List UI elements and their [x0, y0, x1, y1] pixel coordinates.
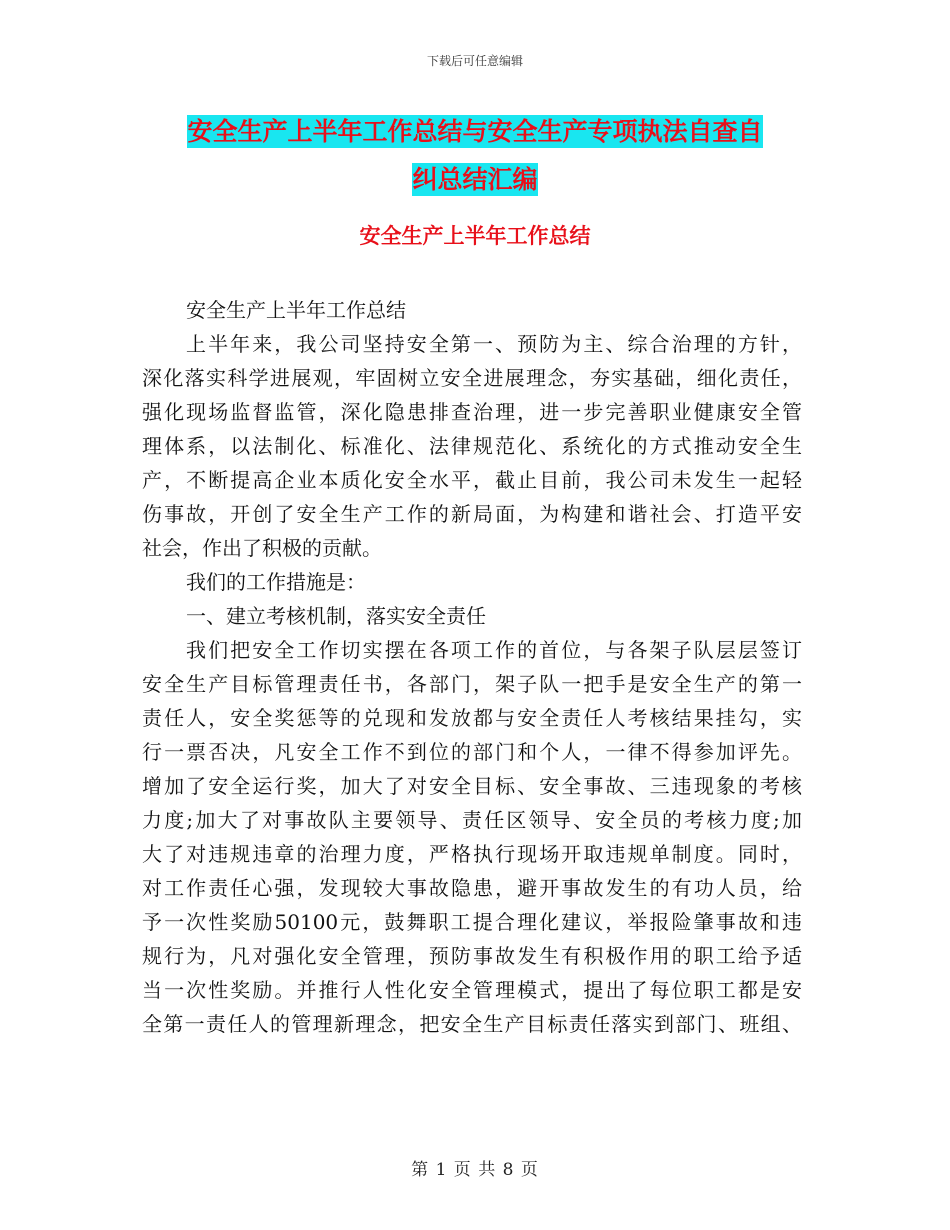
title-line-2: 纠总结汇编 [412, 165, 538, 194]
paragraph-line: 产，不断提高企业本质化安全水平，截止目前，我公司未发生一起轻 [142, 468, 802, 492]
paragraph-line: 我们的工作措施是： [186, 570, 366, 594]
document-body [142, 293, 802, 1041]
document-title [140, 108, 810, 204]
paragraph-line: 社会，作出了积极的贡献。 [142, 536, 382, 560]
paragraph-line: 行一票否决，凡安全工作不到位的部门和个人，一律不得参加评先。 [142, 740, 802, 764]
paragraph-line: 当一次性奖励。并推行人性化安全管理模式，提出了每位职工都是安 [142, 978, 802, 1002]
paragraph-line: 理体系，以法制化、标准化、法律规范化、系统化的方式推动安全生 [142, 434, 802, 458]
paragraph-line: 强化现场监督监管，深化隐患排查治理，进一步完善职业健康安全管 [142, 400, 802, 424]
paragraph-line: 深化落实科学进展观，牢固树立安全进展理念，夯实基础，细化责任， [142, 366, 802, 390]
paragraph-line: 上半年来，我公司坚持安全第一、预防为主、综合治理的方针， [186, 332, 802, 356]
paragraph-line: 我们把安全工作切实摆在各项工作的首位，与各架子队层层签订 [186, 638, 802, 662]
paragraph-line: 规行为，凡对强化安全管理，预防事故发生有积极作用的职工给予适 [142, 944, 802, 968]
section-title: 安全生产上半年工作总结 [359, 224, 591, 248]
paragraph-line: 力度;加大了对事故队主要领导、责任区领导、安全员的考核力度;加 [142, 808, 802, 832]
paragraph-line: 安全生产上半年工作总结 [186, 298, 406, 322]
paragraph-line: 责任人，安全奖惩等的兑现和发放都与安全责任人考核结果挂勾，实 [142, 706, 802, 730]
paragraph-line: 一、建立考核机制，落实安全责任 [186, 604, 486, 628]
paragraph-line: 安全生产目标管理责任书，各部门，架子队一把手是安全生产的第一 [142, 672, 802, 696]
title-line-1: 安全生产上半年工作总结与安全生产专项执法自查自 [187, 117, 763, 146]
paragraph-line: 伤事故，开创了安全生产工作的新局面，为构建和谐社会、打造平安 [142, 502, 802, 526]
paragraph-line: 予一次性奖励50100元，鼓舞职工提合理化建议，举报险肇事故和违 [142, 910, 802, 934]
paragraph-line: 全第一责任人的管理新理念，把安全生产目标责任落实到部门、班组、 [142, 1012, 802, 1036]
paragraph-line: 大了对违规违章的治理力度，严格执行现场开取违规单制度。同时， [142, 842, 802, 866]
paragraph-line: 对工作责任心强，发现较大事故隐患，避开事故发生的有功人员，给 [142, 876, 802, 900]
header-note: 下载后可任意编辑 [426, 54, 523, 68]
page-footer: 第 1 页 共 8 页 [411, 1160, 539, 1180]
paragraph-line: 增加了安全运行奖，加大了对安全目标、安全事故、三违现象的考核 [142, 774, 802, 798]
